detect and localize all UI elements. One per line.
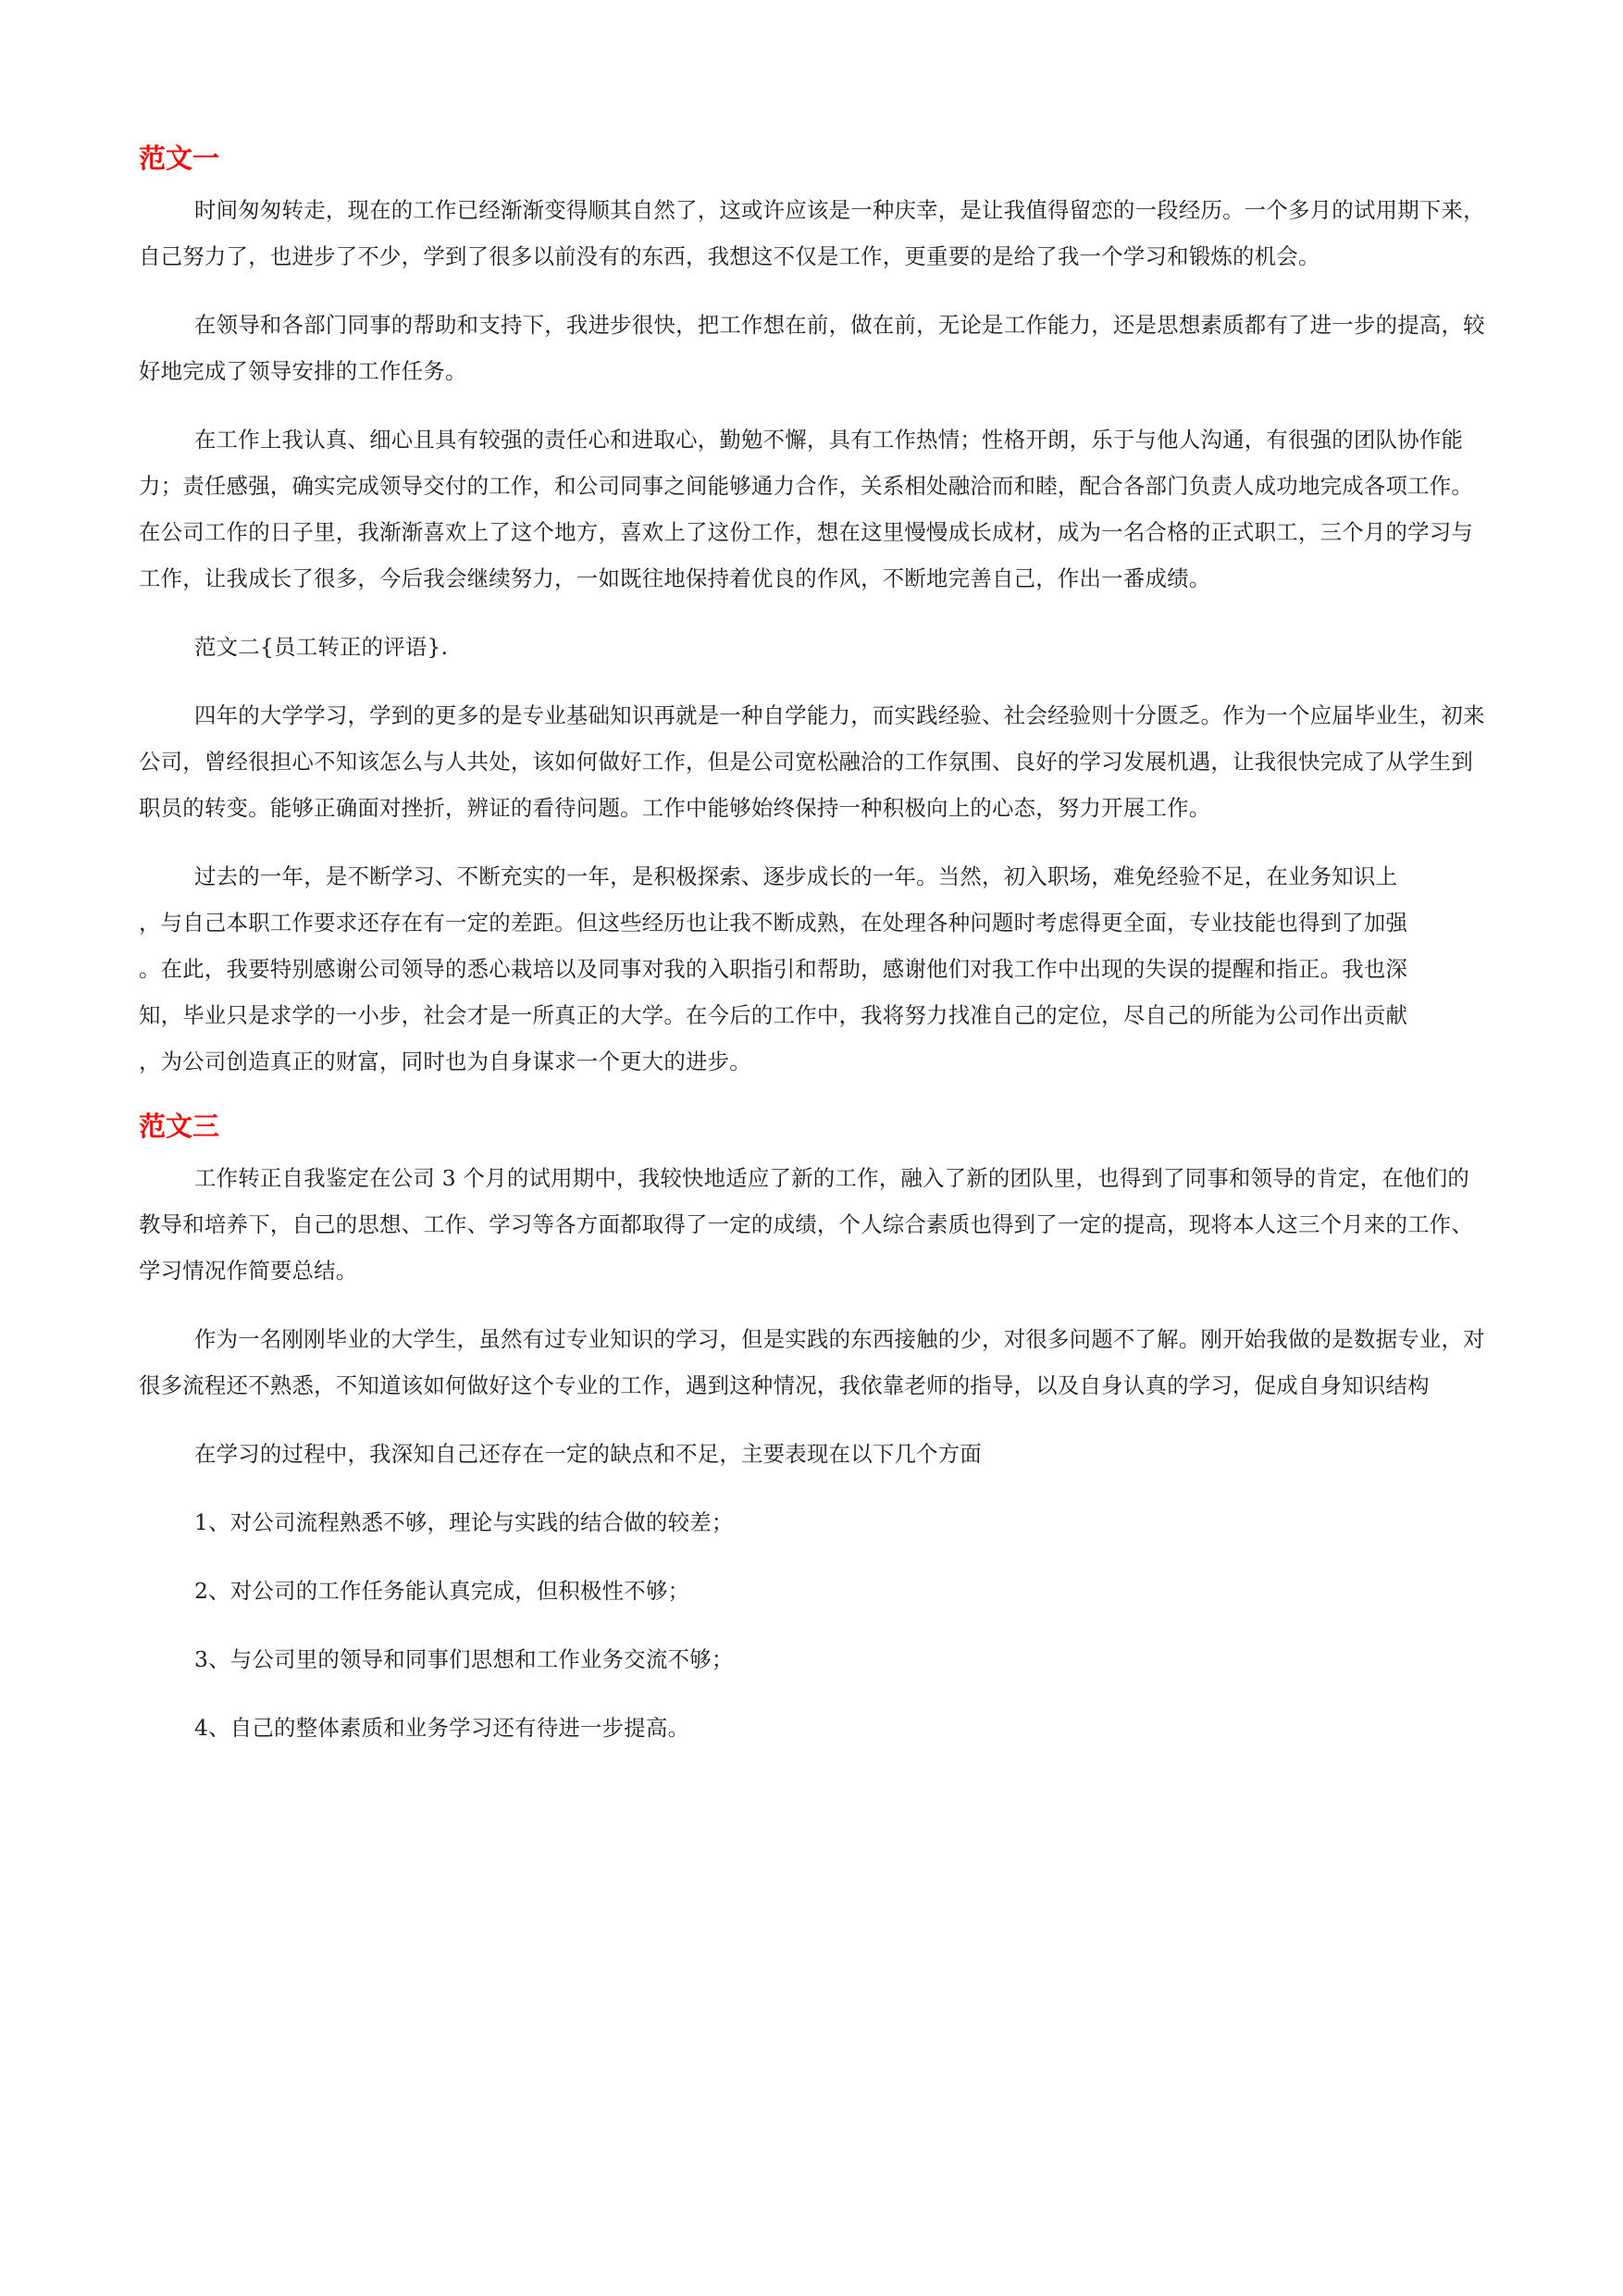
paragraph: 在领导和各部门同事的帮助和支持下，我进步很快，把工作想在前，做在前，无论是工作能力，还是思想素质都有了进一步的提高，较好地完成了领导安排的工作任务。 <box>139 312 1485 384</box>
paragraph: 时间匆匆转走，现在的工作已经渐渐变得顺其自然了，这或许应该是一种庆幸，是让我值得留恋的一段经历。一个多月的试用期下来，自己努力了，也进步了不少，学到了很多以前没有的东西，我想这不仅是工作，更重要的是给了我一个学习和锻炼的机会。 <box>139 197 1485 269</box>
paragraph-line: 知，毕业只是求学的一小步，社会才是一所真正的大学。在今后的工作中，我将努力找准自己的定位，尽自己的所能为公司作出贡献 <box>139 1002 1408 1028</box>
paragraph-line: ，为公司创造真正的财富，同时也为自身谋求一个更大的进步。 <box>139 1049 751 1074</box>
paragraph: 工作转正自我鉴定在公司 3 个月的试用期中，我较快地适应了新的工作，融入了新的团队里，也得到了同事和领导的肯定，在他们的教导和培养下，自己的思想、工作、学习等各方面都取得了一定的成绩，个人综合素质也得到了一定的提高，现将本人这三个月来的工作、学习情况作简要总结。 <box>139 1165 1474 1284</box>
paragraph: 作为一名刚刚毕业的大学生，虽然有过专业知识的学习，但是实践的东西接触的少，对很多问题不了解。刚开始我做的是数据专业，对很多流程还不熟悉，不知道该如何做好这个专业的工作，遇到这种情况，我依靠老师的指导，以及自身认真的学习，促成自身知识结构 <box>139 1326 1485 1398</box>
paragraph-line: 过去的一年，是不断学习、不断充实的一年，是积极探索、逐步成长的一年。当然，初入职场，难免经验不足，在业务知识上 <box>194 863 1398 889</box>
paragraph: 四年的大学学习，学到的更多的是专业基础知识再就是一种自学能力，而实践经验、社会经验则十分匮乏。作为一个应届毕业生，初来公司，曾经很担心不知该怎么与人共处，该如何做好工作，但是公司宽松融洽的工作氛围、良好的学习发展机遇，让我很快完成了从学生到职员的转变。能够正确面对挫折，辨证的看待问题。工作中能够始终保持一种积极向上的心态，努力开展工作。 <box>139 702 1485 821</box>
paragraph-line: ，与自己本职工作要求还存在有一定的差距。但这些经历也让我不断成熟，在处理各种问题时考虑得更全面，专业技能也得到了加强 <box>139 910 1408 936</box>
section-title-2: 范文二{员工转正的评语}. <box>194 634 449 660</box>
section-heading-3: 范文三 <box>139 1111 220 1142</box>
paragraph: 在学习的过程中，我深知自己还存在一定的缺点和不足，主要表现在以下几个方面 <box>194 1441 983 1467</box>
list-item: 1、对公司流程熟悉不够，理论与实践的结合做的较差； <box>194 1509 734 1535</box>
paragraph-lines <box>139 853 1490 1085</box>
section-heading-1: 范文一 <box>139 143 220 174</box>
list-item: 3、与公司里的领导和同事们思想和工作业务交流不够； <box>194 1646 734 1672</box>
paragraph: 在工作上我认真、细心且具有较强的责任心和进取心，勤勉不懈，具有工作热情；性格开朗，乐于与他人沟通，有很强的团队协作能力；责任感强，确实完成领导交付的工作，和公司同事之间能够通力合作，关系相处融洽而和睦，配合各部门负责人成功地完成各项工作。在公司工作的日子里，我渐渐喜欢上了这个地方，喜欢上了这份工作，想在这里慢慢成长成材，成为一名合格的正式职工，三个月的学习与工作，让我成长了很多，今后我会继续努力，一如既往地保持着优良的作风，不断地完善自己，作出一番成绩。 <box>139 427 1474 591</box>
list-item: 2、对公司的工作任务能认真完成，但积极性不够； <box>194 1578 690 1604</box>
paragraph-line: 。在此，我要特别感谢公司领导的悉心栽培以及同事对我的入职指引和帮助，感谢他们对我工作中出现的失误的提醒和指正。我也深 <box>139 956 1408 982</box>
document-body <box>139 139 1490 1751</box>
list-item: 4、自己的整体素质和业务学习还有待进一步提高。 <box>194 1715 690 1741</box>
